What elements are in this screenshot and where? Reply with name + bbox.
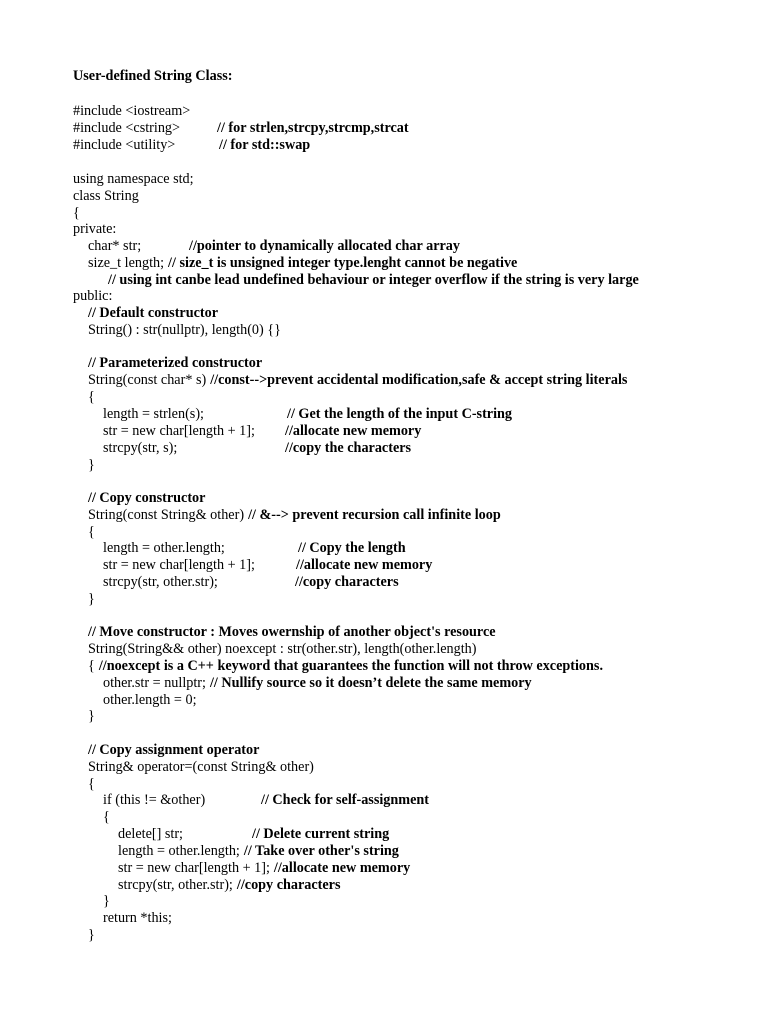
code-comment: // Take over other's string: [243, 843, 399, 859]
code-comment: // Copy constructor: [88, 490, 206, 506]
code-line: [88, 238, 460, 255]
code-comment: //pointer to dynamically allocated char array: [189, 238, 460, 254]
code-line: [88, 490, 205, 507]
code-comment: // for std::swap: [219, 137, 311, 153]
code-line: [88, 305, 218, 322]
code-line: [108, 272, 639, 289]
code-text: strcpy(str, s);: [103, 440, 178, 456]
code-line: [88, 759, 314, 776]
code-text: {: [88, 524, 95, 540]
code-comment: //allocate new memory: [273, 860, 411, 876]
code-text: str = new char[length + 1];: [103, 423, 255, 439]
code-line: [73, 205, 80, 222]
code-line: [73, 171, 194, 188]
code-line: [103, 440, 412, 457]
code-comment: // Check for self-assignment: [261, 792, 430, 808]
code-line: [88, 742, 259, 759]
code-text: }: [103, 893, 110, 909]
code-line: [73, 120, 409, 137]
code-text: #include <cstring>: [73, 120, 181, 136]
code-comment: // Copy assignment operator: [88, 742, 260, 758]
code-comment: //copy characters: [236, 877, 341, 893]
code-comment: // Delete current string: [252, 826, 390, 842]
code-text: return *this;: [103, 910, 172, 926]
code-text: other.str = nullptr;: [103, 675, 206, 691]
code-text: size_t length;: [88, 255, 165, 271]
code-text: {: [103, 809, 110, 825]
code-text: using namespace std;: [73, 171, 194, 187]
code-line: [88, 776, 95, 793]
code-text: class String: [73, 188, 139, 204]
code-line: [103, 540, 406, 557]
code-text: #include <utility>: [73, 137, 176, 153]
code-text: if (this != &other): [103, 792, 206, 808]
code-text: public:: [73, 288, 113, 304]
code-line: [103, 406, 513, 423]
code-text: private:: [73, 221, 117, 237]
code-line: [73, 137, 311, 154]
code-text: strcpy(str, other.str);: [118, 877, 233, 893]
code-comment: // Get the length of the input C-string: [287, 406, 513, 422]
code-line: [88, 457, 95, 474]
code-text: {: [88, 776, 95, 792]
code-line: [88, 322, 281, 339]
code-text: }: [88, 927, 95, 943]
code-line: [88, 255, 517, 272]
code-text: String& operator=(const String& other): [88, 759, 314, 775]
code-line: [118, 877, 341, 894]
code-line: [88, 524, 95, 541]
code-text: length = strlen(s);: [103, 406, 204, 422]
code-line: [103, 675, 532, 692]
code-line: [103, 574, 399, 591]
code-text: }: [88, 457, 95, 473]
code-comment: // Nullify source so it doesn’t delete the same memory: [209, 675, 532, 691]
code-text: delete[] str;: [118, 826, 183, 842]
code-line: [88, 507, 501, 524]
code-line: [73, 103, 190, 120]
code-line: [73, 221, 116, 238]
code-comment: // &--> prevent recursion call infinite loop: [248, 507, 501, 523]
code-text: {: [73, 205, 80, 221]
code-text: String(String&& other) noexcept : str(other.str), length(other.length): [88, 641, 477, 657]
code-comment: // for strlen,strcpy,strcmp,strcat: [217, 120, 409, 136]
code-comment: //copy the characters: [285, 440, 412, 456]
code-text: length = other.length;: [118, 843, 240, 859]
code-text: #include <iostream>: [73, 103, 191, 119]
code-line: [73, 188, 139, 205]
code-text: String(const char* s): [88, 372, 207, 388]
code-text: char* str;: [88, 238, 142, 254]
code-comment: // Move constructor : Moves owernship of another object's resource: [88, 624, 496, 640]
code-comment: // size_t is unsigned integer type.lenght cannot be negative: [168, 255, 518, 271]
code-line: [118, 826, 390, 843]
code-comment: //const-->prevent accidental modification,safe & accept string literals: [210, 372, 628, 388]
code-text: str = new char[length + 1];: [118, 860, 270, 876]
code-text: }: [88, 708, 95, 724]
code-text: strcpy(str, other.str);: [103, 574, 218, 590]
code-line: [88, 927, 95, 944]
code-comment: // Parameterized constructor: [88, 355, 263, 371]
code-comment: //allocate new memory: [296, 557, 433, 573]
code-line: [118, 860, 410, 877]
code-line: [88, 355, 262, 372]
code-line: [88, 658, 603, 675]
code-comment: //allocate new memory: [285, 423, 422, 439]
code-comment: // Copy the length: [298, 540, 406, 556]
code-line: [88, 372, 627, 389]
code-line: [88, 591, 95, 608]
code-line: [103, 792, 430, 809]
code-line: [88, 641, 477, 658]
code-text: }: [88, 591, 95, 607]
code-line: [103, 692, 197, 709]
code-comment: // Default constructor: [88, 305, 219, 321]
document-title: User-defined String Class:: [73, 68, 233, 84]
code-text: str = new char[length + 1];: [103, 557, 255, 573]
code-line: [103, 557, 433, 574]
code-line: [103, 893, 110, 910]
code-line: [73, 288, 112, 305]
code-line: [103, 423, 422, 440]
code-text: String(const String& other): [88, 507, 245, 523]
code-line: [88, 389, 95, 406]
code-line: [118, 843, 399, 860]
code-comment: //copy characters: [295, 574, 399, 590]
code-text: String() : str(nullptr), length(0) {}: [88, 322, 281, 338]
code-line: [88, 624, 496, 641]
code-text: other.length = 0;: [103, 692, 197, 708]
code-comment: //noexcept is a C++ keyword that guarantees the function will not throw exceptions.: [98, 658, 603, 674]
code-text: length = other.length;: [103, 540, 225, 556]
code-text: {: [88, 658, 95, 674]
code-comment: // using int canbe lead undefined behaviour or integer overflow if the string is very large: [108, 272, 639, 288]
code-line: [88, 708, 95, 725]
code-line: [103, 910, 172, 927]
code-text: {: [88, 389, 95, 405]
code-line: [103, 809, 110, 826]
